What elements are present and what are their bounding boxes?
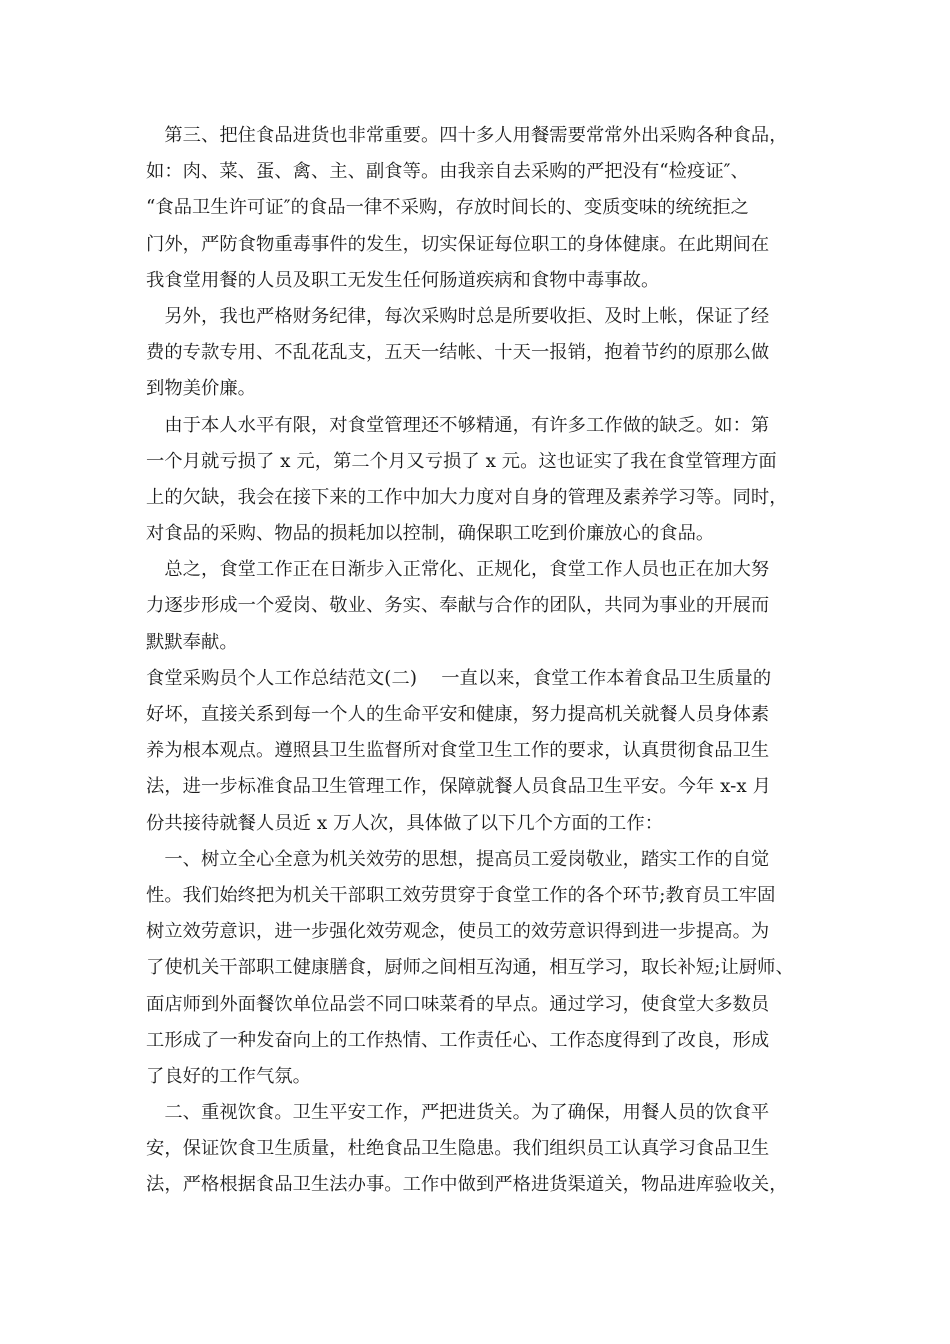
text-line: “食品卫生许可证″的食品一律不采购，存放时间长的、变质变味的统统拒之 (146, 197, 749, 219)
text-line: 另外，我也严格财务纪律，每次采购时总是所要收拒、及时上帐，保证了经 (146, 305, 770, 327)
text-line: 安，保证饮食卫生质量，杜绝食品卫生隐患。我们组织员工认真学习食品卫生 (146, 1138, 770, 1160)
text-line: 二、重视饮食。卫生平安工作，严把进货关。为了确保，用餐人员的饮食平 (146, 1102, 770, 1124)
text-line: 法，严格根据食品卫生法办事。工作中做到严格进货渠道关，物品进库验收关， (146, 1174, 788, 1196)
text-line: 份共接待就餐人员近 x 万人次，具体做了以下几个方面的工作： (146, 812, 664, 834)
text-line: 我食堂用餐的人员及职工无发生任何肠道疾病和食物中毒事故。 (146, 269, 660, 291)
text-line: 上的欠缺，我会在接下来的工作中加大力度对自身的管理及素养学习等。同时， (146, 486, 788, 508)
text-line: 第三、把住食品进货也非常重要。四十多人用餐需要常常外出采购各种食品， (146, 125, 788, 146)
text-line: 默默奉献。 (146, 631, 238, 653)
text-line: 养为根本观点。遵照县卫生监督所对食堂卫生工作的要求，认真贯彻食品卫生 (146, 740, 770, 762)
text-line: 面店师到外面餐饮单位品尝不同口味菜肴的早点。通过学习，使食堂大多数员 (146, 993, 770, 1015)
text-line: 如：肉、菜、蛋、禽、主、副食等。由我亲自去采购的严把没有“检疫证″、 (146, 161, 749, 183)
text-line: 到物美价廉。 (146, 378, 256, 400)
text-line: 性。我们始终把为机关干部职工效劳贯穿于食堂工作的各个环节;教育员工牢固 (146, 884, 776, 906)
text-line: 了良好的工作气氛。 (146, 1065, 311, 1087)
text-line: 总之，食堂工作正在日渐步入正常化、正规化，食堂工作人员也正在加大努 (146, 559, 770, 581)
text-line: 力逐步形成一个爱岗、敬业、务实、奉献与合作的团队，共同为事业的开展而 (146, 595, 770, 617)
text-line: 工形成了一种发奋向上的工作热情、工作责任心、工作态度得到了改良，形成 (146, 1029, 770, 1051)
text-line: 门外，严防食物重毒事件的发生，切实保证每位职工的身体健康。在此期间在 (146, 233, 770, 255)
text-line: 一个月就亏损了 x 元，第二个月又亏损了 x 元。这也证实了我在食堂管理方面 (146, 450, 777, 472)
section-title-line: 食堂采购员个人工作总结范文(二) 一直以来，食堂工作本着食品卫生质量的 (146, 667, 772, 689)
document-body (146, 118, 826, 1204)
text-line: 一、树立全心全意为机关效劳的思想，提高员工爱岗敬业，踏实工作的自觉 (146, 848, 770, 870)
text-line: 好坏，直接关系到每一个人的生命平安和健康，努力提高机关就餐人员身体素 (146, 704, 770, 725)
text-line: 由于本人水平有限，对食堂管理还不够精通，有许多工作做的缺乏。如：第 (146, 414, 770, 436)
text-line: 法，进一步标准食品卫生管理工作，保障就餐人员食品卫生平安。今年 x-x 月 (146, 776, 771, 798)
text-line: 树立效劳意识，进一步强化效劳观念，使员工的效劳意识得到进一步提高。为 (146, 921, 770, 943)
text-line: 对食品的采购、物品的损耗加以控制，确保职工吃到价廉放心的食品。 (146, 523, 715, 545)
text-line: 费的专款专用、不乱花乱支，五天一结帐、十天一报销，抱着节约的原那么做 (146, 342, 770, 364)
text-line: 了使机关干部职工健康膳食，厨师之间相互沟通，相互学习，取长补短;让厨师、 (146, 957, 794, 979)
